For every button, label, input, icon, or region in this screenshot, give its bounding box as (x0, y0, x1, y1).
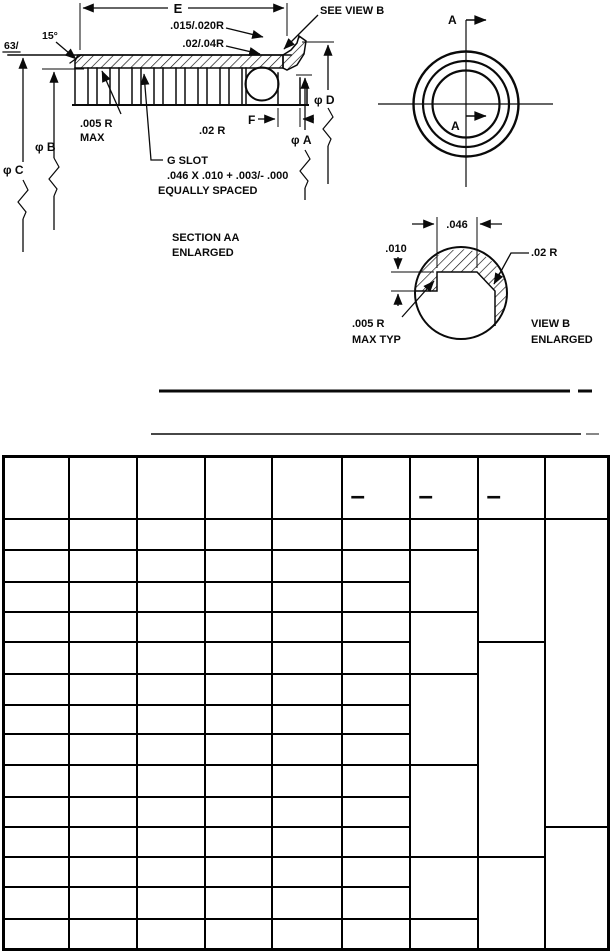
table-cell (342, 550, 410, 582)
table-cell (4, 797, 69, 827)
table-cell (205, 674, 272, 705)
end-view-geometry (378, 20, 553, 187)
dim-f-label: F (248, 113, 256, 127)
table-cell (342, 919, 410, 950)
table-cell (272, 734, 342, 765)
table-cell (410, 519, 478, 550)
table-cell (205, 642, 272, 674)
table-cell (4, 734, 69, 765)
table-cell (272, 887, 342, 919)
table-cell (4, 674, 69, 705)
table-cell (272, 457, 342, 519)
table-cell (410, 612, 478, 674)
table-cell (205, 519, 272, 550)
view-b-title-enlarged: ENLARGED (531, 334, 593, 346)
table-cell (410, 674, 478, 765)
table-cell (342, 705, 410, 734)
table-cell (342, 582, 410, 612)
table-cell (342, 857, 410, 887)
cut-plane-label-center: A (451, 119, 460, 133)
dim-phi-c (18, 58, 28, 252)
table-cell (137, 642, 205, 674)
table-cell (69, 550, 137, 582)
header-dash: – (486, 480, 501, 510)
table-cell (69, 519, 137, 550)
radius-outer-label: .015/.020R (170, 20, 224, 32)
see-view-b-label: SEE VIEW B (320, 5, 385, 17)
view-b-corner-radius-label: .02 R (531, 247, 558, 259)
table-cell (4, 765, 69, 797)
table-cell (4, 519, 69, 550)
spec-table (2, 455, 610, 951)
dim-e-label: E (173, 1, 183, 16)
slot-radius-max-label: MAX (80, 132, 105, 144)
engineering-drawing (0, 0, 610, 455)
fillet-label: .02 R (199, 125, 226, 137)
section-aa-label: SECTION AA (172, 232, 240, 244)
radius-inner-leader (226, 46, 260, 54)
view-b-geometry (391, 217, 529, 339)
table-cell (69, 857, 137, 887)
table-cell (137, 457, 205, 519)
table-cell (137, 550, 205, 582)
table-cell (137, 612, 205, 642)
table-cell (342, 887, 410, 919)
table-header-row (4, 457, 609, 519)
table-cell (205, 827, 272, 857)
table-cell (272, 674, 342, 705)
table-cell (342, 674, 410, 705)
table-cell (4, 705, 69, 734)
table-cell (4, 857, 69, 887)
table-cell (342, 734, 410, 765)
table-cell (69, 582, 137, 612)
slot-radius-leader (102, 71, 121, 114)
g-slot-note: EQUALLY SPACED (158, 185, 258, 197)
table-cell (69, 642, 137, 674)
table-cell (69, 765, 137, 797)
ball-detail (246, 68, 279, 101)
table-cell (137, 857, 205, 887)
table-cell (342, 765, 410, 797)
table-cell (69, 705, 137, 734)
table-cell (69, 827, 137, 857)
table-cell (545, 457, 609, 519)
table-cell (410, 919, 478, 950)
table-cell (545, 519, 609, 827)
dim-phi-b-label: φ B (35, 140, 56, 154)
table-cell (4, 582, 69, 612)
table-cell (69, 797, 137, 827)
curled-lip (283, 36, 306, 70)
table-cell (272, 550, 342, 582)
g-slot-title: G SLOT (167, 155, 208, 167)
table-cell (272, 705, 342, 734)
table-cell (410, 550, 478, 612)
caption-rules (151, 391, 599, 434)
table-cell (137, 705, 205, 734)
dim-phi-d-label: φ D (314, 93, 335, 107)
slot-radius-label: .005 R (80, 118, 113, 130)
table-cell (137, 887, 205, 919)
table-cell (205, 797, 272, 827)
table-cell (478, 457, 545, 519)
dim-phi-c-label: φ C (3, 163, 24, 177)
table-cell (205, 919, 272, 950)
table-cell (4, 457, 69, 519)
table-row (4, 642, 609, 674)
table-cell (272, 642, 342, 674)
table-cell (205, 612, 272, 642)
table-cell (69, 612, 137, 642)
table-cell (69, 674, 137, 705)
radius-outer-leader (226, 28, 263, 37)
table-cell (545, 827, 609, 950)
section-aa-enlarged-label: ENLARGED (172, 247, 234, 259)
table-cell (410, 457, 478, 519)
table-cell (137, 674, 205, 705)
table-cell (342, 642, 410, 674)
table-cell (4, 550, 69, 582)
table-cell (272, 827, 342, 857)
spline-teeth (75, 68, 246, 105)
header-dash: – (418, 480, 433, 510)
table-cell (342, 612, 410, 642)
table-cell (4, 919, 69, 950)
table-cell (342, 827, 410, 857)
table-cell (69, 887, 137, 919)
dim-phi-a-label: φ A (291, 133, 312, 147)
view-b-depth-label: .010 (385, 243, 407, 255)
g-slot-size: .046 X .010 + .003/- .000 (167, 170, 289, 182)
table-cell (478, 519, 545, 642)
table-cell (272, 582, 342, 612)
view-b-max-radius-label-1: .005 R (352, 318, 385, 330)
table-cell (69, 919, 137, 950)
chamfer-angle-label: 15° (42, 30, 58, 42)
table-cell (272, 612, 342, 642)
table-cell (272, 919, 342, 950)
view-b-width-label: .046 (446, 219, 468, 231)
table-cell (410, 765, 478, 857)
surface-finish-label: 63/ (4, 40, 19, 52)
table-cell (272, 765, 342, 797)
table-cell (137, 582, 205, 612)
view-b-max-radius-label-2: MAX TYP (352, 334, 401, 346)
table-cell (4, 612, 69, 642)
table-cell (4, 827, 69, 857)
table-cell (205, 582, 272, 612)
table-cell (69, 457, 137, 519)
table-cell (205, 734, 272, 765)
table-row (4, 519, 609, 550)
table-cell (137, 797, 205, 827)
table-cell (205, 765, 272, 797)
table-cell (137, 519, 205, 550)
table-cell (69, 734, 137, 765)
table-cell (342, 457, 410, 519)
header-dash: – (350, 480, 365, 510)
table-cell (272, 857, 342, 887)
table-cell (205, 857, 272, 887)
section-view-geometry (3, 36, 308, 105)
table-cell (4, 642, 69, 674)
table-cell (342, 797, 410, 827)
table-row (4, 857, 609, 887)
table-cell (4, 887, 69, 919)
table-cell (137, 734, 205, 765)
radius-inner-label: .02/.04R (182, 38, 224, 50)
table-cell (478, 642, 545, 857)
table-cell (342, 519, 410, 550)
table-cell (272, 519, 342, 550)
table-cell (137, 827, 205, 857)
view-b-title: VIEW B (531, 318, 571, 330)
table-cell (205, 457, 272, 519)
table-cell (410, 857, 478, 919)
table-cell (205, 887, 272, 919)
table-cell (478, 857, 545, 950)
chamfer-angle-leader (56, 42, 76, 59)
table-cell (137, 765, 205, 797)
cut-plane-label-top: A (448, 13, 457, 27)
table-cell (272, 797, 342, 827)
table-cell (205, 550, 272, 582)
table-cell (137, 919, 205, 950)
table-cell (205, 705, 272, 734)
